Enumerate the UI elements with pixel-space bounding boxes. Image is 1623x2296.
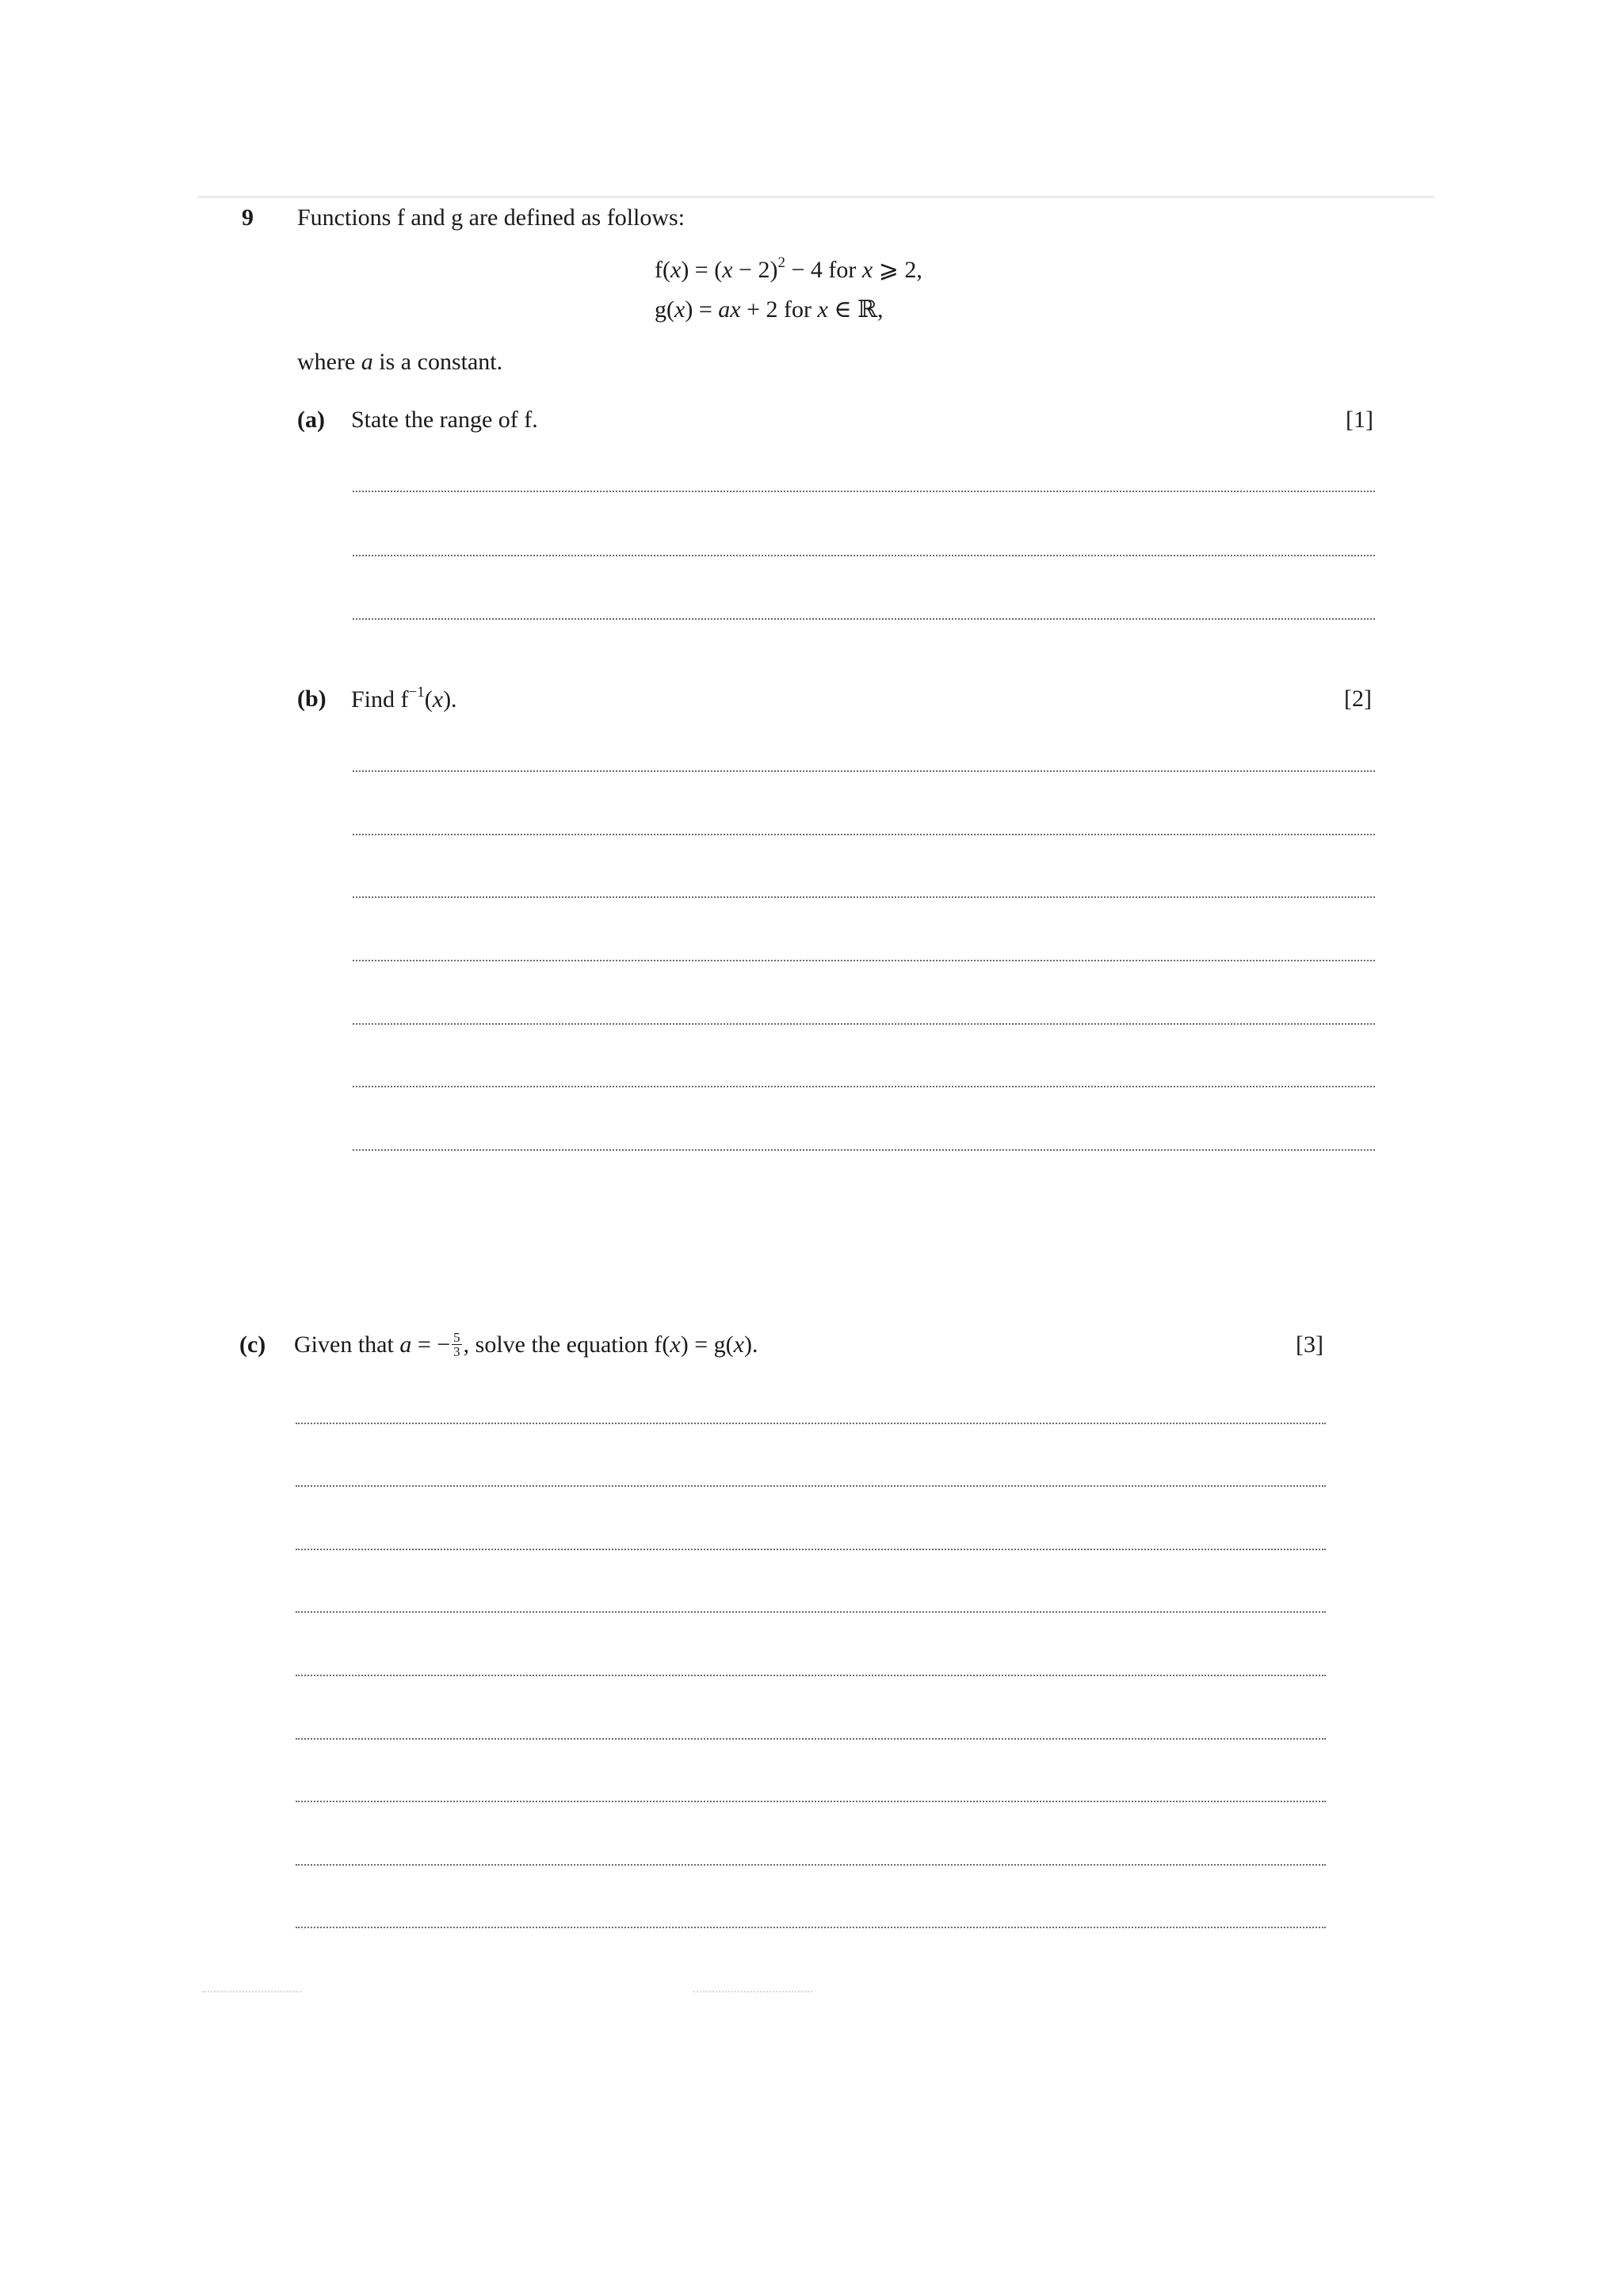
- answer-line-c-3[interactable]: [296, 1549, 1326, 1550]
- answer-line-c-1[interactable]: [296, 1423, 1326, 1424]
- where-text: where: [297, 349, 361, 375]
- fraction-numerator: 5: [453, 1329, 460, 1345]
- g-def-var: x: [817, 296, 828, 323]
- answer-line-c-9[interactable]: [296, 1927, 1326, 1928]
- part-c-text-fragment: ).: [743, 1331, 758, 1358]
- part-a-label: (a): [297, 407, 325, 433]
- g-def-part: g(: [655, 296, 674, 323]
- part-b-marks: [2]: [1344, 686, 1372, 712]
- fraction-denominator: 3: [453, 1343, 460, 1359]
- part-c-text-fragment: ) = g(: [680, 1331, 734, 1358]
- part-b-label: (b): [297, 686, 327, 712]
- answer-line-b-6[interactable]: [353, 1086, 1375, 1087]
- constant-note: [297, 349, 502, 376]
- part-c-marks: [3]: [1296, 1331, 1323, 1358]
- g-def-part: + 2 for: [740, 296, 818, 323]
- part-a-marks: [1]: [1346, 407, 1373, 433]
- answer-line-c-5[interactable]: [296, 1675, 1326, 1676]
- g-def-var: x: [674, 296, 685, 323]
- part-c-text-fragment: Given that: [294, 1331, 400, 1358]
- g-def-part: ) =: [685, 296, 719, 323]
- footer-faint-mark: [202, 1991, 301, 1992]
- f-def-var: x: [670, 257, 682, 283]
- answer-line-c-2[interactable]: [296, 1485, 1326, 1487]
- part-c-var: x: [670, 1331, 681, 1358]
- f-def-part: ) = (: [681, 257, 723, 283]
- part-b-inverse-sup: −1: [408, 684, 425, 701]
- part-b-var: x: [432, 686, 444, 712]
- f-def-part: − 2): [732, 257, 778, 283]
- where-var: a: [361, 349, 373, 375]
- question-intro: Functions f and g are defined as follows:: [297, 204, 685, 231]
- footer-faint-mark: [693, 1991, 812, 1992]
- part-c-text: [294, 1331, 758, 1361]
- function-g-definition: [655, 296, 883, 323]
- part-c-text-fragment: , solve the equation f(: [463, 1331, 670, 1358]
- part-c-var: x: [733, 1331, 744, 1358]
- answer-line-b-4[interactable]: [353, 960, 1375, 961]
- where-text: is a constant.: [372, 349, 503, 375]
- answer-line-b-7[interactable]: [353, 1149, 1375, 1151]
- answer-line-b-1[interactable]: [353, 770, 1375, 772]
- g-def-ax: ax: [718, 296, 741, 323]
- f-def-part: f(: [655, 257, 670, 283]
- part-c-var: a: [399, 1331, 412, 1358]
- answer-line-c-4[interactable]: [296, 1611, 1326, 1613]
- question-number: 9: [242, 204, 254, 231]
- part-b-text-fragment: (: [424, 686, 433, 712]
- f-def-condition: ⩾ 2,: [873, 257, 922, 283]
- answer-line-b-2[interactable]: [353, 834, 1375, 835]
- answer-line-b-3[interactable]: [353, 896, 1375, 898]
- function-f-definition: [655, 256, 922, 284]
- part-c-fraction: [452, 1331, 462, 1358]
- answer-line-a-3[interactable]: [353, 618, 1375, 620]
- f-def-var: x: [722, 257, 733, 283]
- f-def-exponent: 2: [777, 254, 785, 271]
- answer-line-c-7[interactable]: [296, 1801, 1326, 1802]
- part-c-text-fragment: = −: [411, 1331, 451, 1358]
- answer-line-b-5[interactable]: [353, 1023, 1375, 1025]
- page-top-rule: [198, 196, 1434, 198]
- answer-line-c-8[interactable]: [296, 1864, 1326, 1866]
- answer-line-a-2[interactable]: [353, 555, 1375, 556]
- part-b-text: [351, 686, 457, 713]
- g-def-condition: ∈ ℝ,: [827, 296, 884, 323]
- part-b-text-fragment: Find f: [351, 686, 409, 712]
- part-c-label: (c): [239, 1331, 266, 1358]
- f-def-part: − 4 for: [785, 257, 862, 283]
- answer-line-c-6[interactable]: [296, 1738, 1326, 1740]
- part-b-text-fragment: ).: [443, 686, 457, 712]
- part-a-text: State the range of f.: [351, 407, 538, 433]
- f-def-var: x: [861, 257, 873, 283]
- answer-line-a-1[interactable]: [353, 491, 1375, 492]
